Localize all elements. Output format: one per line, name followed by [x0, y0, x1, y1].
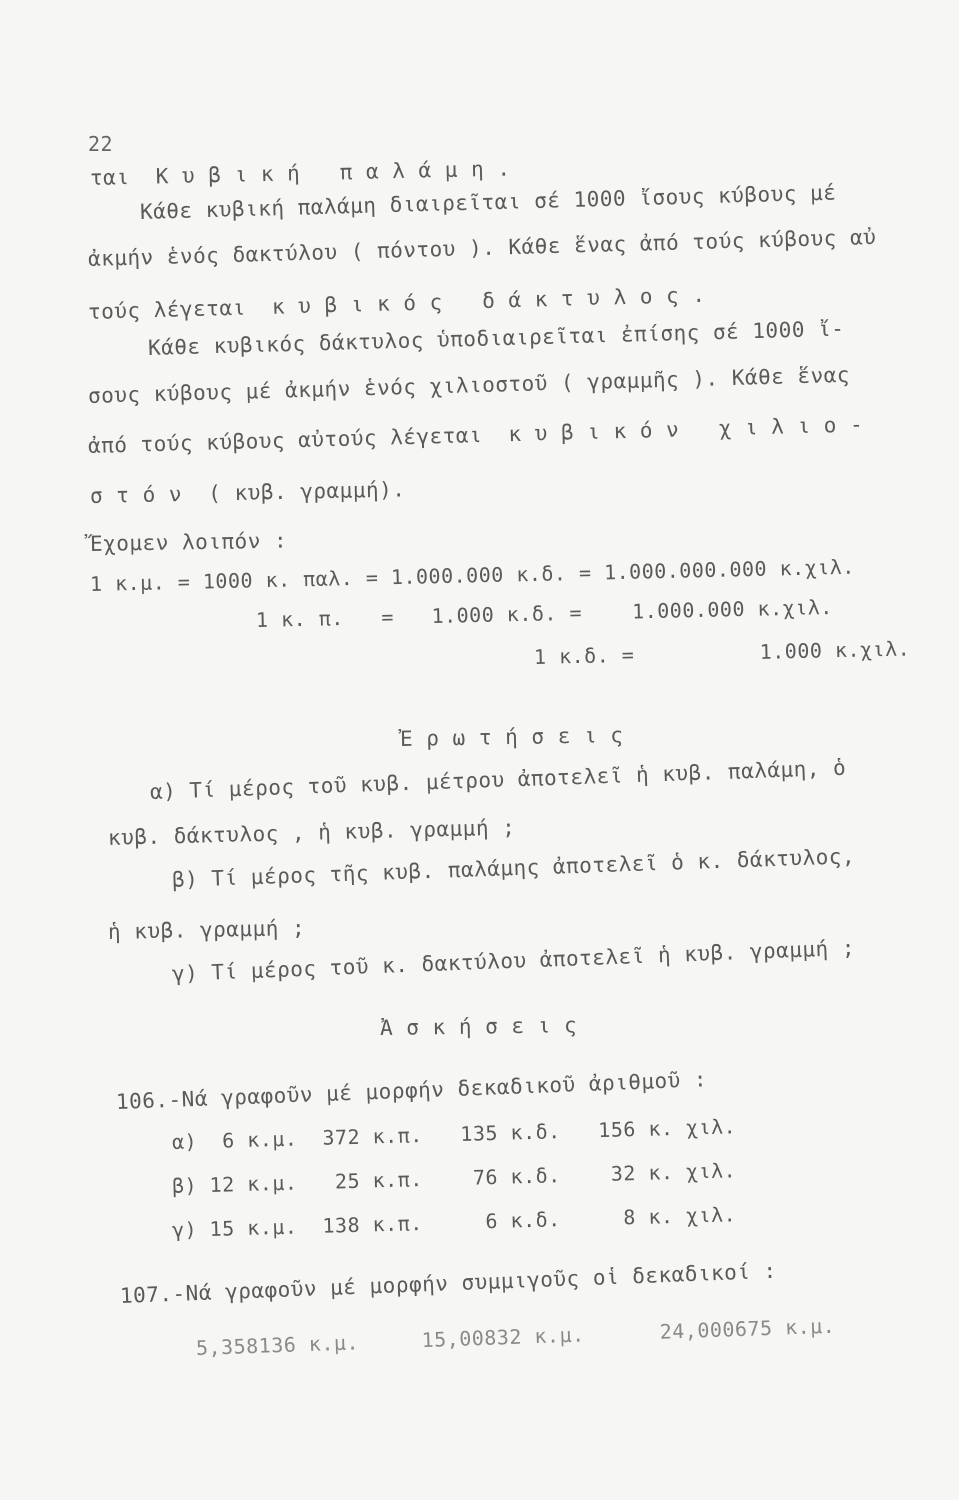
page-number: 22	[88, 132, 114, 156]
text-line: Κάθε κυβική παλάμη διαιρεῖται σέ 1000 ἴσους κύβους μέ	[139, 180, 837, 224]
question-c: γ) Τί μέρος τοῦ κ. δακτύλου ἀποτελεῖ ἡ κυβ. γραμμή ;	[171, 935, 856, 986]
exercise-107: 107.-Νά γραφοῦν μέ μορφήν συμμιγοῦς οἱ δεκαδικοί :	[119, 1258, 778, 1308]
exercise-row: 5,358136 κ.μ. 15,00832 κ.μ. 24,000675 κ.μ.	[195, 1313, 836, 1360]
text-line: Κάθε κυβικός δάκτυλος ὑποδιαιρεῖται ἐπίσης σέ 1000 ἴ-	[147, 316, 845, 360]
exercise-row: γ) 15 κ.μ. 138 κ.π. 6 κ.δ. 8 κ. χιλ.	[171, 1202, 737, 1242]
question-a-cont: κυβ. δάκτυλος , ἡ κυβ. γραμμή ;	[107, 815, 516, 850]
exercise-row: α) 6 κ.μ. 372 κ.π. 135 κ.δ. 156 κ. χιλ.	[171, 1114, 737, 1154]
text-line: Ἔχομεν λοιπόν :	[89, 528, 288, 556]
equation-line: 1 κ.μ. = 1000 κ. παλ. = 1.000.000 κ.δ. = 1.000.000.000 κ.χιλ.	[89, 554, 856, 596]
text-line: ἀκμήν ἑνός δακτύλου ( πόντου ). Κάθε ἕνας ἀπό τούς κύβους αὐ	[87, 224, 877, 271]
exercise-106: 106.-Νά γραφοῦν μέ μορφήν δεκαδικοῦ ἀριθμοῦ :	[115, 1067, 708, 1114]
section-heading-questions: Ἐ ρ ω τ ή σ ε ι ς	[399, 723, 624, 751]
equation-line: 1 κ. π. = 1.000 κ.δ. = 1.000.000 κ.χιλ.	[255, 594, 834, 632]
text-line: ται Κ υ β ι κ ή π α λ ά μ η .	[89, 156, 511, 190]
text-line: ἀπό τούς κύβους αὐτούς λέγεται κ υ β ι κ ό ν χ ι λ ι ο -	[87, 412, 864, 458]
section-heading-exercises: Ἀ σ κ ή σ ε ι ς	[379, 1013, 578, 1040]
question-a: α) Τί μέρος τοῦ κυβ. μέτρου ἀποτελεῖ ἡ κυβ. παλάμη, ὁ	[149, 755, 847, 804]
question-b: β) Τί μέρος τῆς κυβ. παλάμης ἀποτελεῖ ὁ κ. δάκτυλος,	[171, 844, 856, 892]
question-b-cont: ἡ κυβ. γραμμή ;	[107, 915, 306, 944]
equation-line: 1 κ.δ. = 1.000 κ.χιλ.	[533, 636, 911, 669]
text-line: σ τ ό ν ( κυβ. γραμμή).	[89, 477, 406, 508]
exercise-row: β) 12 κ.μ. 25 κ.π. 76 κ.δ. 32 κ. χιλ.	[171, 1158, 737, 1198]
text-line: σους κύβους μέ ἀκμήν ἑνός χιλιοστοῦ ( γραμμῆς ). Κάθε ἕνας	[87, 362, 851, 408]
text-line: τούς λέγεται κ υ β ι κ ό ς δ ά κ τ υ λ ο ς .	[87, 282, 706, 324]
